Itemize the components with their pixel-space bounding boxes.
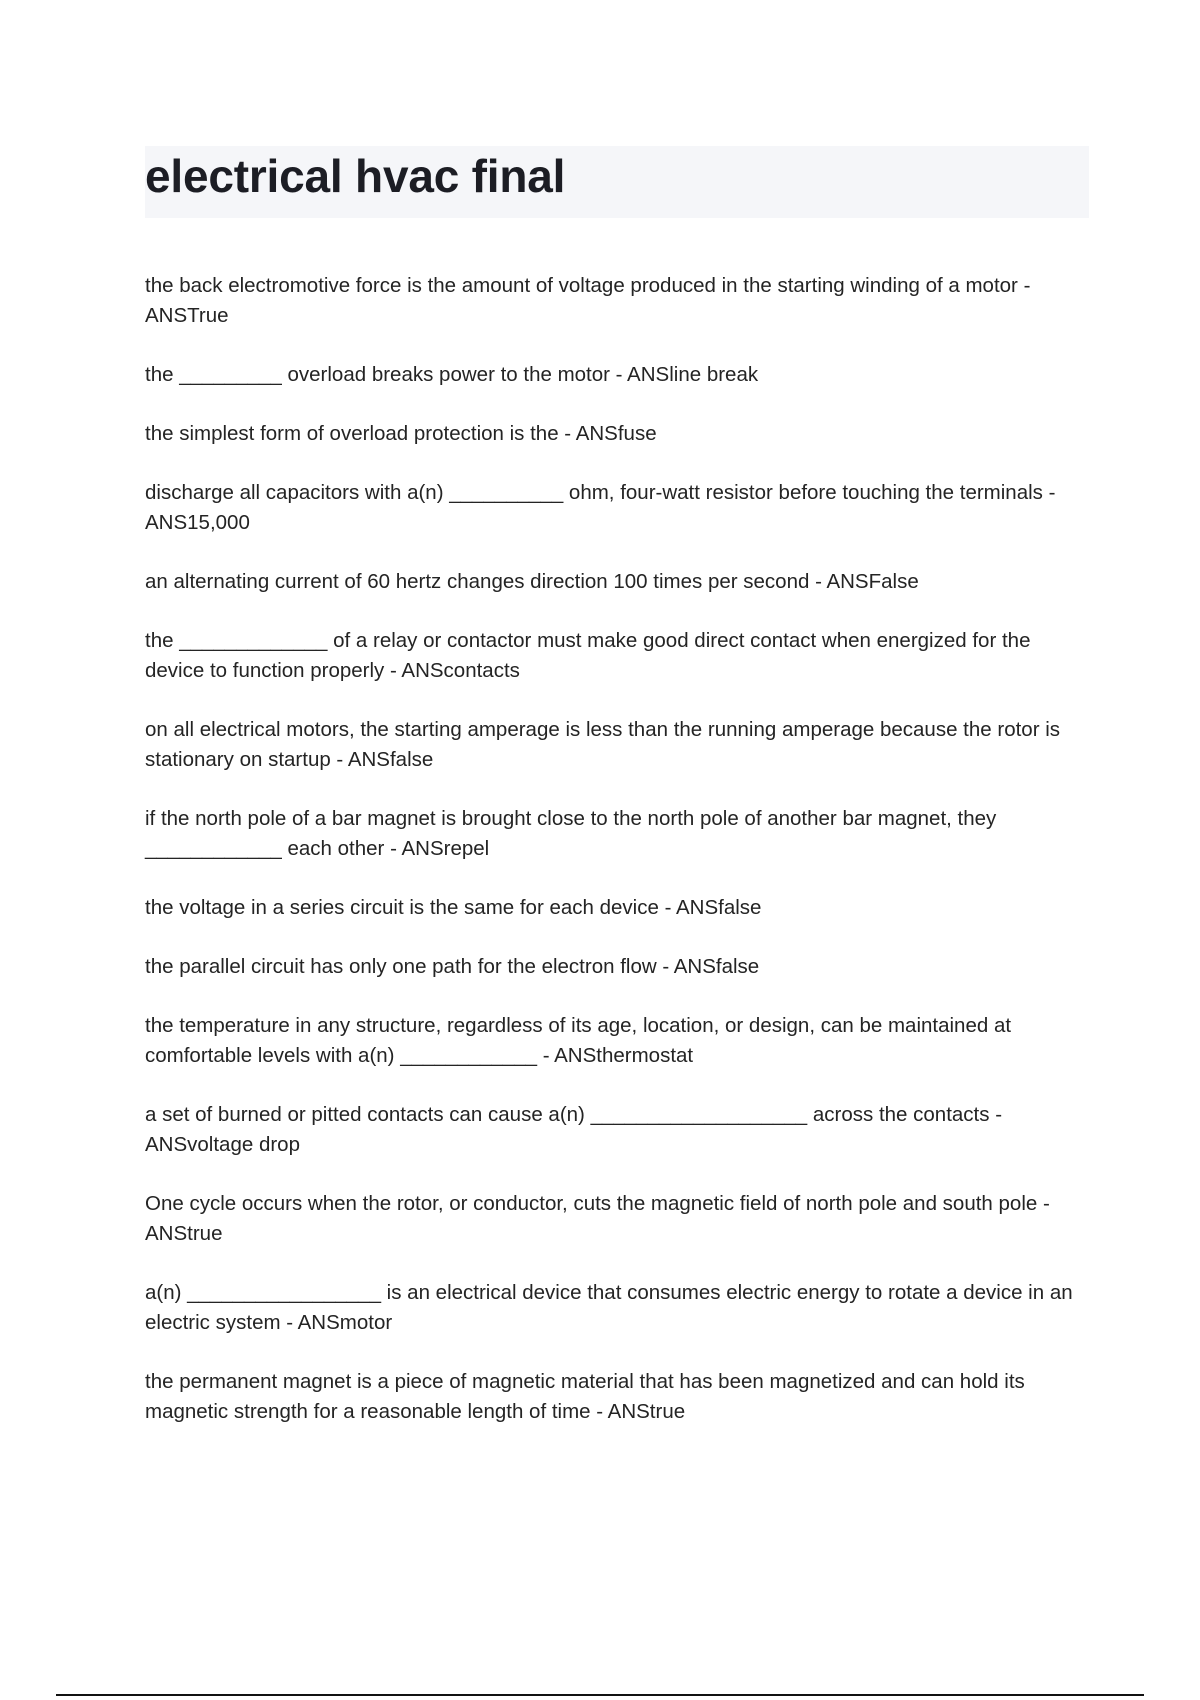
document-title: electrical hvac final [145, 150, 566, 202]
qa-item: the back electromotive force is the amount of voltage produced in the starting winding of a motor - ANSTrue [145, 274, 1031, 327]
qa-item: a(n) _________________ is an electrical device that consumes electric energy to rotate a device in an electric system - ANSmotor [145, 1281, 1073, 1334]
qa-item: the parallel circuit has only one path for the electron flow - ANSfalse [145, 955, 760, 978]
qa-list [145, 271, 1085, 1456]
qa-item: on all electrical motors, the starting amperage is less than the running amperage because the rotor is stationary on startup - ANSfalse [145, 718, 1061, 771]
qa-item: a set of burned or pitted contacts can cause a(n) ___________________ across the contacts - ANSvoltage drop [145, 1103, 1003, 1156]
qa-item: One cycle occurs when the rotor, or conductor, cuts the magnetic field of north pole and south pole - ANStrue [145, 1192, 1050, 1245]
qa-item: an alternating current of 60 hertz changes direction 100 times per second - ANSFalse [145, 570, 919, 593]
qa-item: the permanent magnet is a piece of magnetic material that has been magnetized and can hold its magnetic strength for a reasonable length of time - ANStrue [145, 1370, 1025, 1423]
qa-item: discharge all capacitors with a(n) __________ ohm, four-watt resistor before touching the terminals - ANS15,000 [145, 481, 1056, 534]
qa-item: the _____________ of a relay or contactor must make good direct contact when energized for the device to function properly - ANScontacts [145, 629, 1031, 682]
qa-item: the _________ overload breaks power to the motor - ANSline break [145, 363, 759, 386]
qa-item: if the north pole of a bar magnet is brought close to the north pole of another bar magnet, they ____________ each other - ANSrepel [145, 807, 997, 860]
qa-item: the simplest form of overload protection is the - ANSfuse [145, 422, 657, 445]
title-band [145, 146, 1089, 218]
bottom-divider [56, 1694, 1144, 1696]
qa-item: the temperature in any structure, regardless of its age, location, or design, can be maintained at comfortable levels with a(n) ____________ - ANSthermostat [145, 1014, 1012, 1067]
qa-item: the voltage in a series circuit is the same for each device - ANSfalse [145, 896, 762, 919]
